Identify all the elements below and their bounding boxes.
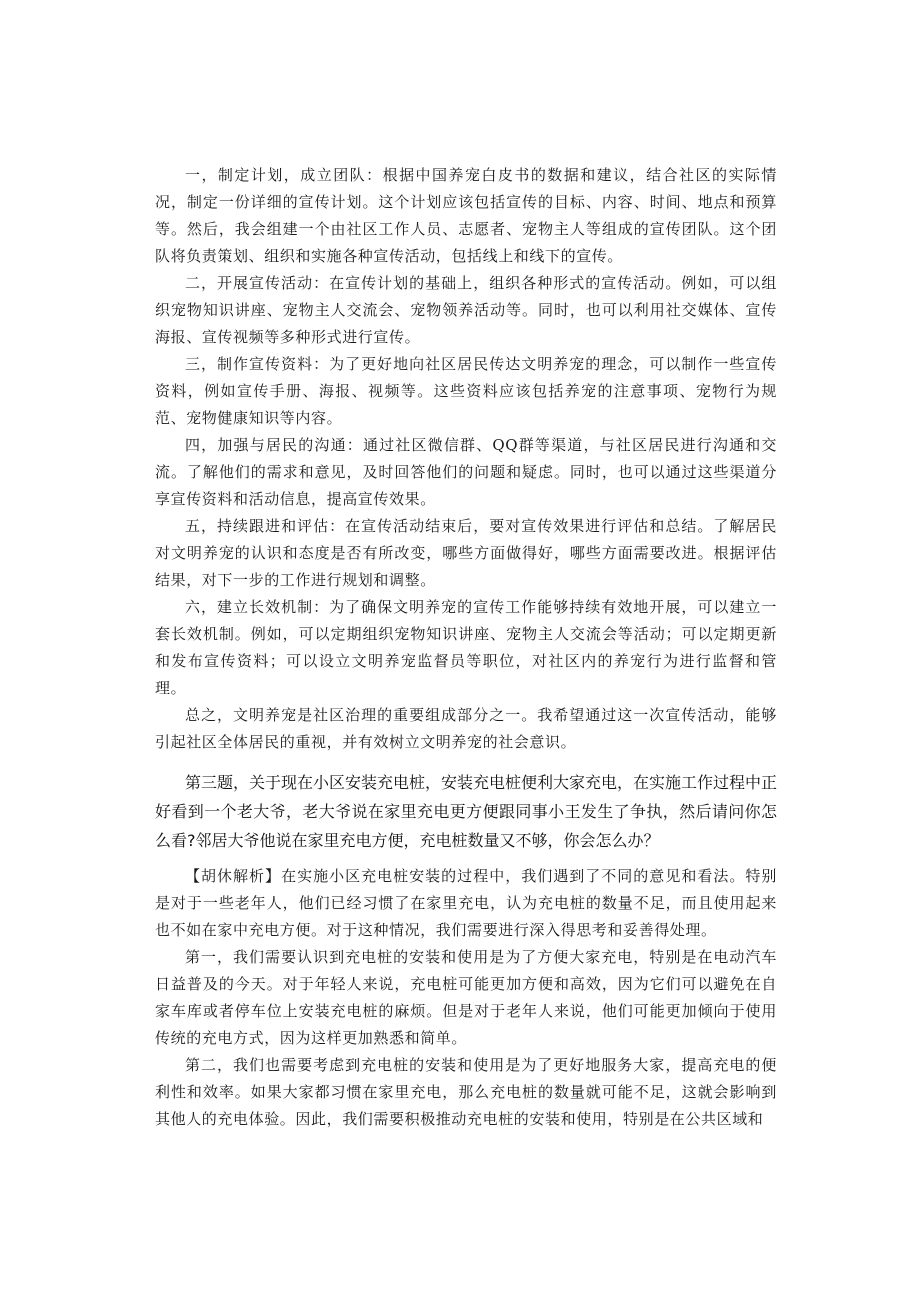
paragraph-point-one: 第一，我们需要认识到充电桩的安装和使用是为了方便大家充电，特别是在电动汽车日益普及的今天。对于年轻人来说，充电桩可能更加方便和高效，因为它们可以避免在自家车库或者停车位上安装充电桩的麻烦。但是对于老年人来说，他们可能更加倾向于使用传统的充电方式，因为这样更加熟悉和简单。 xyxy=(155,948,777,1047)
paragraph-plan-team: 一，制定计划，成立团队：根据中国养宠白皮书的数据和建议，结合社区的实际情况，制定一份详细的宣传计划。这个计划应该包括宣传的目标、内容、时间、地点和预算等。然后，我会组建一个由社区工作人员、志愿者、宠物主人等组成的宣传团队。这个团队将负责策划、组织和实施各种宣传活动，包括线上和线下的宣传。 xyxy=(155,166,777,265)
paragraph-evaluation: 五，持续跟进和评估：在宣传活动结束后，要对宣传效果进行评估和总结。了解居民对文明养宠的认识和态度是否有所改变，哪些方面做得好，哪些方面需要改进。根据评估结果，对下一步的工作进行规划和调整。 xyxy=(155,517,777,589)
paragraph-materials: 三，制作宣传资料：为了更好地向社区居民传达文明养宠的理念，可以制作一些宣传资料，例如宣传手册、海报、视频等。这些资料应该包括养宠的注意事项、宠物行为规范、宠物健康知识等内容。 xyxy=(155,355,777,427)
paragraph-summary: 总之，文明养宠是社区治理的重要组成部分之一。我希望通过这一次宣传活动，能够引起社区全体居民的重视，并有效树立文明养宠的社会意识。 xyxy=(155,706,777,751)
paragraph-point-two: 第二，我们也需要考虑到充电桩的安装和使用是为了更好地服务大家，提高充电的便利性和效率。如果大家都习惯在家里充电，那么充电桩的数量就可能不足，这就会影响到其他人的充电体验。因此，我们需要积极推动充电桩的安装和使用，特别是在公共区域和 xyxy=(155,1056,777,1128)
paragraph-analysis: 【胡休解析】在实施小区充电桩安装的过程中，我们遇到了不同的意见和看法。特别是对于一些老年人，他们已经习惯了在家里充电，认为充电桩的数量不足，而且使用起来也不如在家中充电方便。对于这种情况，我们需要进行深入得思考和妥善得处理。 xyxy=(155,867,777,939)
paragraph-mechanism: 六，建立长效机制：为了确保文明养宠的宣传工作能够持续有效地开展，可以建立一套长效机制。例如，可以定期组织宠物知识讲座、宠物主人交流会等活动；可以定期更新和发布宣传资料；可以设立文明养宠监督员等职位，对社区内的养宠行为进行监督和管理。 xyxy=(155,598,777,697)
paragraph-activities: 二，开展宣传活动：在宣传计划的基础上，组织各种形式的宣传活动。例如，可以组织宠物知识讲座、宠物主人交流会、宠物领养活动等。同时，也可以利用社交媒体、宣传海报、宣传视频等多种形式进行宣传。 xyxy=(155,274,777,346)
paragraph-communication: 四，加强与居民的沟通：通过社区微信群、QQ群等渠道，与社区居民进行沟通和交流。了解他们的需求和意见，及时回答他们的问题和疑虑。同时，也可以通过这些渠道分享宣传资料和活动信息，提高宣传效果。 xyxy=(155,436,777,508)
document-body xyxy=(155,162,777,1133)
question-heading: 第三题，关于现在小区安装充电桩，安装充电桩便利大家充电，在实施工作过程中正好看到一个老大爷，老大爷说在家里充电更方便跟同事小王发生了争执，然后请问你怎么看?邻居大爷他说在家里充电方便，充电桩数量又不够，你会怎么办？ xyxy=(155,773,778,850)
